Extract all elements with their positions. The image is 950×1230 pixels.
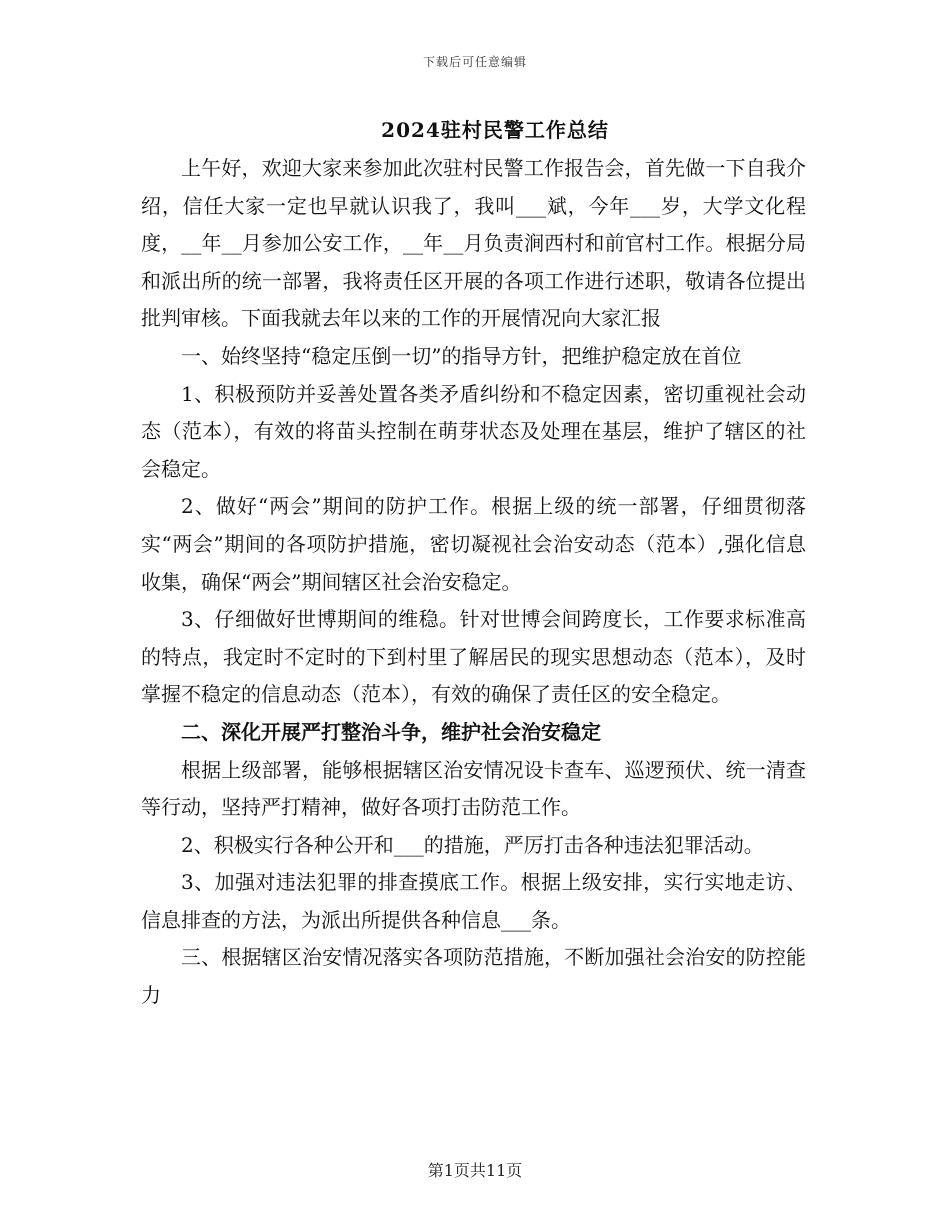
page-number: 第1页共11页 [427, 1161, 523, 1180]
intro-paragraph: 上午好，欢迎大家来参加此次驻村民警工作报告会，首先做一下自我介绍，信任大家一定也早就认识我了，我叫___斌，今年___岁，大学文化程度，__年__月参加公安工作，__年__月负责涧西村和前官村工作。根据分局和派出所的统一部署，我将责任区开展的各项工作进行述职，敬请各位提出批判审核。下面我就去年以来的工作的开展情况向大家汇报 [141, 156, 806, 331]
body-paragraph: 2、积极实行各种公开和___的措施，严厉打击各种违法犯罪活动。 [181, 832, 764, 857]
document-title: 2024驻村民警工作总结 [381, 118, 609, 142]
body-paragraph: 3、仔细做好世博期间的维稳。针对世博会间跨度长，工作要求标准高的特点，我定时不定时的下到村里了解居民的现实思想动态（范本），及时掌握不稳定的信息动态（范本），有效的确保了责任区的安全稳定。 [141, 607, 806, 707]
body-paragraph: 2、做好“两会”期间的防护工作。根据上级的统一部署，仔细贯彻落实“两会”期间的各项防护措施，密切凝视社会治安动态（范本）,强化信息收集，确保“两会”期间辖区社会治安稳定。 [141, 494, 806, 594]
document-body [141, 150, 806, 1015]
header-note: 下载后可任意编辑 [422, 55, 527, 69]
section-heading-1: 一、始终坚持“稳定压倒一切”的指导方针，把维护稳定放在首位 [181, 343, 742, 368]
body-paragraph: 3、加强对违法犯罪的排查摸底工作。根据上级安排，实行实地走访、信息排查的方法，为派出所提供各种信息___条。 [141, 870, 806, 932]
body-paragraph: 1、积极预防并妥善处置各类矛盾纠纷和不稳定因素，密切重视社会动态（范本），有效的将苗头控制在萌芽状态及处理在基层，维护了辖区的社会稳定。 [141, 381, 806, 481]
section-heading-3: 三、根据辖区治安情况落实各项防范措施，不断加强社会治安的防控能力 [141, 945, 806, 1008]
body-paragraph: 根据上级部署，能够根据辖区治安情况设卡查车、巡逻预伏、统一清查等行动，坚持严打精神，做好各项打击防范工作。 [141, 757, 806, 820]
section-heading-2: 二、深化开展严打整治斗争，维护社会治安稳定 [181, 719, 601, 744]
